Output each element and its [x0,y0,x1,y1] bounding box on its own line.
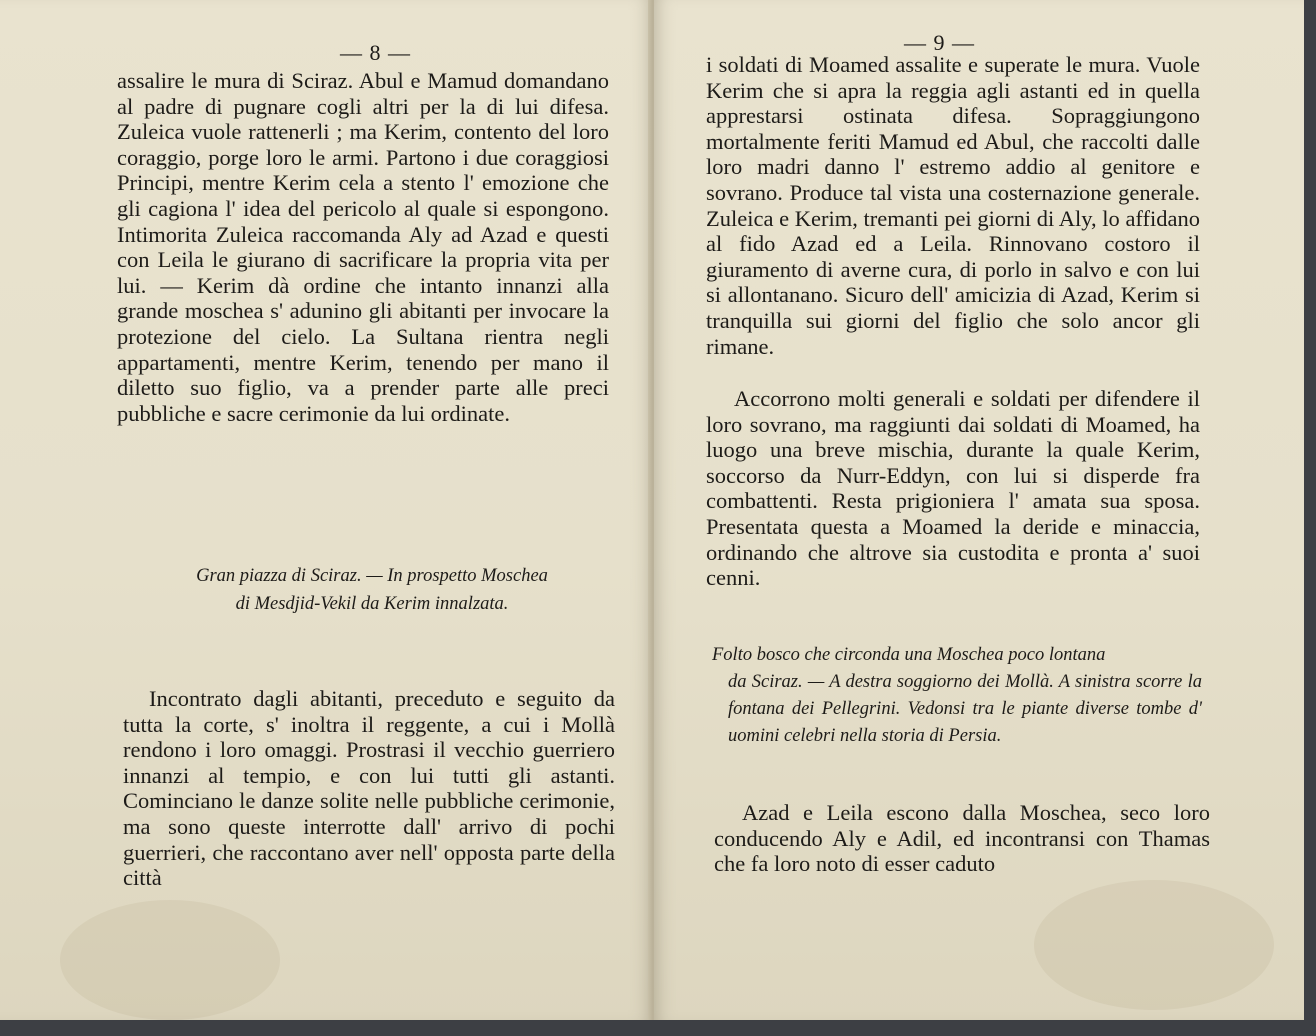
scene-heading [712,642,1202,750]
scene-heading-line: di Mesdjid-Vekil da Kerim innalzata. [235,594,509,614]
right-page [654,0,1304,1020]
scene-heading-line: Gran piazza di Sciraz. — In prospetto Moschea [196,566,548,586]
scene-heading [142,562,602,618]
scene-heading-line: da Sciraz. — A destra soggiorno dei Mollà. A sinistra scorre la fontana dei Pellegrini. Vedonsi tra le piante diverse tombe d' uomini celebri nella storia di Persia. [728,672,1202,746]
paragraph: Incontrato dagli abitanti, preceduto e seguito da tutta la corte, s' inoltra il reggente, a cui i Mollà rendono i loro omaggi. Prostrasi il vecchio guerriero innanzi al tempio, e con lui tutti gli astanti. Cominciano le danze solite nelle pubbliche cerimonie, ma sono queste interrotte dall' arrivo di pochi guerrieri, che raccontano aver nell' opposta parte della città [123,686,615,891]
paragraph: i soldati di Moamed assalite e superate le mura. Vuole Kerim che si apra la reggia agli astanti ed in quella apprestarsi ostinata difesa. Sopraggiungono mortalmente feriti Mamud ed Abul, che raccolti dalle loro madri danno l' estremo addio al genitore e sovrano. Produce tal vista una costernazione generale. Zuleica e Kerim, tremanti pei giorni di Aly, lo affidano al fido Azad ed a Leila. Rinnovano costoro il giuramento di averne cura, di porlo in salvo e con lui si allontanano. Sicuro dell' amicizia di Azad, Kerim si tranquilla sui giorni del figlio che solo ancor gli rimane. [706,52,1200,359]
left-page [0,0,652,1020]
paragraph: assalire le mura di Sciraz. Abul e Mamud domandano al padre di pugnare cogli altri per la di lui difesa. Zuleica vuole rattenerli ; ma Kerim, contento del loro coraggio, porge loro le armi. Partono i due coraggiosi Principi, mentre Kerim cela a stento l' emozione che gli cagiona l' idea del pericolo al quale si espongono. Intimorita Zuleica raccomanda Aly ad Azad e questi con Leila le giurano di sacrificare la propria vita per lui. — Kerim dà ordine che intanto innanzi alla grande moschea s' adunino gli abitanti per invocare la protezione del cielo. La Sultana rientra negli appartamenti, mentre Kerim, tenendo per mano il diletto suo figlio, va a prender parte alle preci pubbliche e sacre cerimonie da lui ordinate. [117,68,609,426]
page-number: — 8 — [340,40,411,65]
scene-heading-line: Folto bosco che circonda una Moschea poco lontana [712,645,1106,665]
paragraph: Accorrono molti generali e soldati per difendere il loro sovrano, ma raggiunti dai soldati di Moamed, ha luogo una breve mischia, durante la quale Kerim, soccorso da Nurr-Eddyn, con lui si disperde fra combattenti. Resta prigioniera l' amata sua sposa. Presentata questa a Moamed la deride e minaccia, ordinando che altrove sia custodita e pronta a' suoi cenni. [706,386,1200,591]
paragraph: Azad e Leila escono dalla Moschea, seco loro conducendo Aly e Adil, ed incontransi con Thamas che fa loro noto di esser caduto [714,800,1210,877]
page-number: — 9 — [904,30,975,55]
